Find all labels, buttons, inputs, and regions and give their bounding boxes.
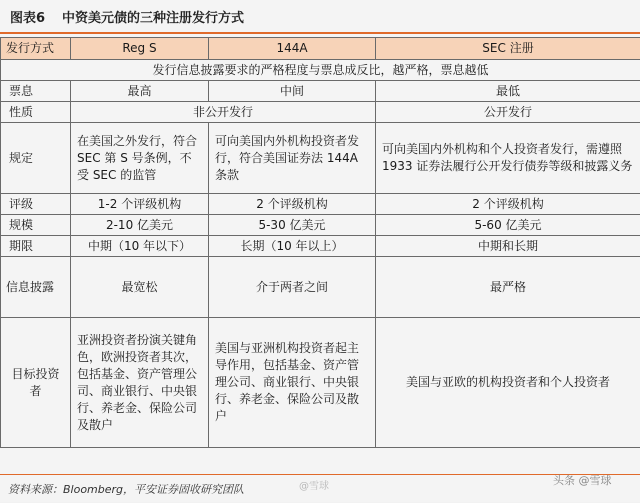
row-label-rules: 规定 — [1, 123, 71, 194]
table-row-disclosure-note — [1, 60, 640, 81]
nature-public: 公开发行 — [376, 102, 640, 123]
table-row-term — [1, 236, 640, 257]
table-row-nature — [1, 102, 640, 123]
coupon-sec: 最低 — [376, 81, 640, 102]
row-label-investors: 目标投资者 — [1, 318, 71, 448]
header-144a: 144A — [209, 38, 376, 60]
scale-sec: 5-60 亿美元 — [376, 215, 640, 236]
issuance-comparison-table — [0, 37, 640, 448]
watermark-right: 头条 @雪球 — [553, 472, 612, 488]
header-issuance-method: 发行方式 — [1, 38, 71, 60]
term-reg-s: 中期（10 年以下） — [71, 236, 209, 257]
table-header-row — [1, 38, 640, 60]
table-row-rules — [1, 123, 640, 194]
row-label-coupon: 票息 — [1, 81, 71, 102]
disclosure-note: 发行信息披露要求的严格程度与票息成反比，越严格，票息越低 — [1, 60, 640, 81]
disclosure-144a: 介于两者之间 — [209, 257, 376, 318]
nature-private: 非公开发行 — [71, 102, 376, 123]
investors-reg-s: 亚洲投资者扮演关键角色，欧洲投资者其次，包括基金、资产管理公司、商业银行、中央银行、养老金、保险公司及散户 — [71, 318, 209, 448]
rating-144a: 2 个评级机构 — [209, 194, 376, 215]
coupon-reg-s: 最高 — [71, 81, 209, 102]
header-sec: SEC 注册 — [376, 38, 640, 60]
rules-reg-s: 在美国之外发行，符合 SEC 第 S 号条例，不受 SEC 的监管 — [71, 123, 209, 194]
table-row-coupon — [1, 81, 640, 102]
scale-reg-s: 2-10 亿美元 — [71, 215, 209, 236]
table-row-scale — [1, 215, 640, 236]
rules-144a: 可向美国内外机构投资者发行，符合美国证券法 144A 条款 — [209, 123, 376, 194]
rating-reg-s: 1-2 个评级机构 — [71, 194, 209, 215]
source-note: 资料来源：Bloomberg，平安证券固收研究团队 — [8, 481, 244, 497]
figure-title: 中资美元债的三种注册发行方式 — [62, 7, 244, 26]
term-144a: 长期（10 年以上） — [209, 236, 376, 257]
investors-144a: 美国与亚洲机构投资者起主导作用，包括基金、资产管理公司、商业银行、中央银行、养老金、保险公司及散户 — [209, 318, 376, 448]
figure-number: 图表6 — [10, 7, 45, 26]
watermark-center: @雪球 — [299, 477, 329, 492]
table-row-rating — [1, 194, 640, 215]
figure-title-bar — [0, 0, 640, 34]
table-row-investors — [1, 318, 640, 448]
row-label-rating: 评级 — [1, 194, 71, 215]
scale-144a: 5-30 亿美元 — [209, 215, 376, 236]
row-label-scale: 规模 — [1, 215, 71, 236]
rating-sec: 2 个评级机构 — [376, 194, 640, 215]
row-label-term: 期限 — [1, 236, 71, 257]
term-sec: 中期和长期 — [376, 236, 640, 257]
rules-sec: 可向美国内外机构和个人投资者发行，需遵照 1933 证券法履行公开发行债券等级和披露义务 — [376, 123, 640, 194]
disclosure-reg-s: 最宽松 — [71, 257, 209, 318]
row-label-disclosure: 信息披露 — [1, 257, 71, 318]
investors-sec: 美国与亚欧的机构投资者和个人投资者 — [376, 318, 640, 448]
header-reg-s: Reg S — [71, 38, 209, 60]
disclosure-sec: 最严格 — [376, 257, 640, 318]
row-label-nature: 性质 — [1, 102, 71, 123]
table-row-disclosure — [1, 257, 640, 318]
coupon-144a: 中间 — [209, 81, 376, 102]
